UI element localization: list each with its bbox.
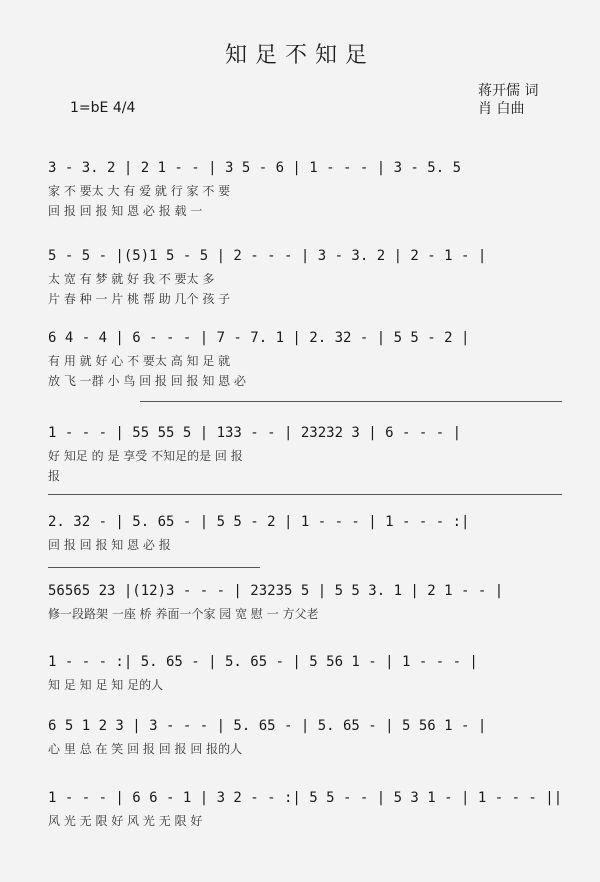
composer-credit: 肖 白曲 xyxy=(478,101,525,117)
lyric-line: 片 春 种 一 片 桃 帮 助 几个 孩 子 xyxy=(48,292,231,306)
divider xyxy=(48,494,562,495)
lyric-line: 回 报 回 报 知 恩 必 报 xyxy=(48,538,171,552)
divider xyxy=(140,401,562,402)
song-title: 知足不知足 xyxy=(224,43,375,68)
divider xyxy=(48,567,260,568)
notation-line: 1 - - - :| 5. 65 - | 5. 65 - | 5 56 1 - | 1 - - - | xyxy=(48,654,478,670)
lyric-line: 好 知足 的 是 享受 不知足的是 回 报 xyxy=(48,449,243,463)
lyric-line: 有 用 就 好 心 不 要太 高 知 足 就 xyxy=(48,354,231,368)
lyric-line: 太 宽 有 梦 就 好 我 不 要太 多 xyxy=(48,272,215,286)
lyric-line: 报 xyxy=(48,469,61,483)
notation-line: 6 4 - 4 | 6 - - - | 7 - 7. 1 | 2. 32 - | 5 5 - 2 | xyxy=(48,330,470,346)
notation-line: 56565 23 |(12)3 - - - | 23235 5 | 5 5 3. 1 | 2 1 - - | xyxy=(48,583,504,599)
key-signature: 1=bE 4/4 xyxy=(70,100,136,116)
lyric-line: 修一段路架 一座 桥 养面一个家 园 宽 慰 一 方父老 xyxy=(48,607,319,621)
notation-line: 2. 32 - | 5. 65 - | 5 5 - 2 | 1 - - - | 1 - - - :| xyxy=(48,514,470,530)
notation-line: 1 - - - | 55 55 5 | 133 - - | 23232 3 | 6 - - - | xyxy=(48,425,462,441)
notation-line: 5 - 5 - |(5)1 5 - 5 | 2 - - - | 3 - 3. 2 | 2 - 1 - | xyxy=(48,248,487,264)
lyricist-credit: 蒋开儒 词 xyxy=(478,83,539,99)
lyric-line: 回 报 回 报 知 恩 必 报 载 一 xyxy=(48,204,203,218)
notation-line: 3 - 3. 2 | 2 1 - - | 3 5 - 6 | 1 - - - | 3 - 5. 5 xyxy=(48,160,462,176)
lyric-line: 知 足 知 足 知 足的人 xyxy=(48,678,164,692)
lyric-line: 放 飞 一群 小 鸟 回 报 回 报 知 恩 必 xyxy=(48,374,246,388)
notation-line: 6 5 1 2 3 | 3 - - - | 5. 65 - | 5. 65 - | 5 56 1 - | xyxy=(48,718,487,734)
lyric-line: 心 里 总 在 笑 回 报 回 报 回 报的人 xyxy=(48,742,243,756)
notation-line: 1 - - - | 6 6 - 1 | 3 2 - - :| 5 5 - - | 5 3 1 - | 1 - - - || xyxy=(48,790,563,806)
lyric-line: 家 不 要太 大 有 爱 就 行 家 不 要 xyxy=(48,184,231,198)
lyric-line: 风 光 无 限 好 风 光 无 限 好 xyxy=(48,814,203,828)
